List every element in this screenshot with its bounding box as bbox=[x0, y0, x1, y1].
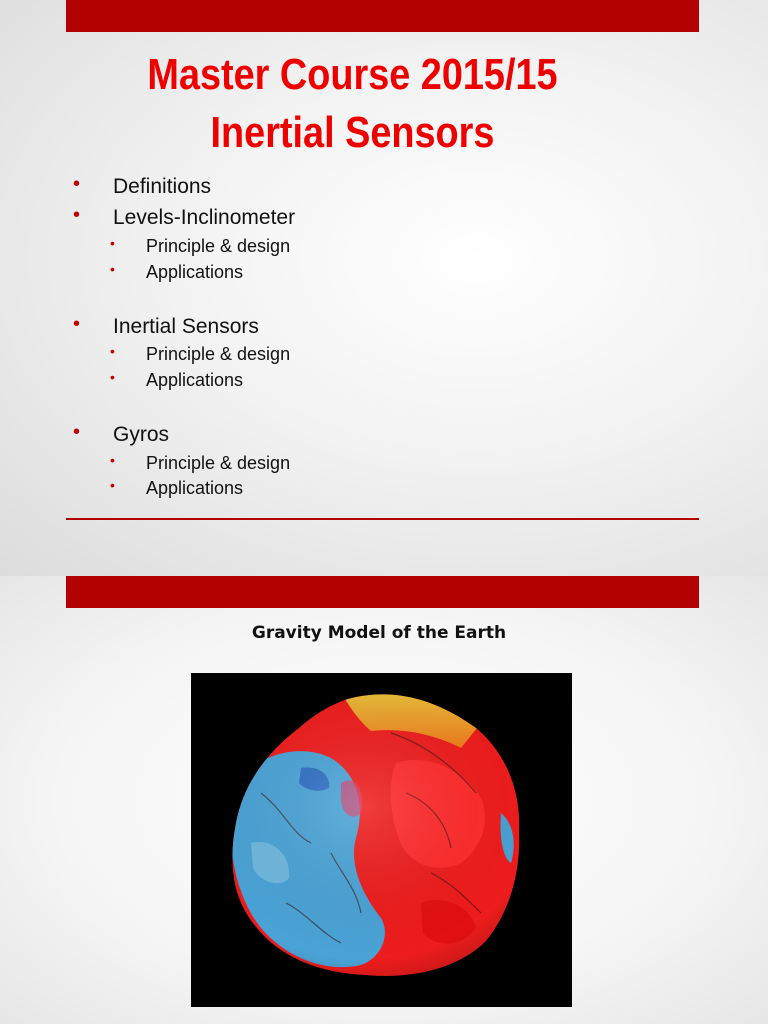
bullet-icon: • bbox=[110, 477, 115, 493]
sub-bullet-label: Principle & design bbox=[146, 344, 291, 364]
sub-bullet-label: Applications bbox=[146, 478, 244, 498]
bullet-label: Definitions bbox=[113, 175, 212, 198]
figure-caption: Gravity Model of the Earth bbox=[251, 623, 507, 643]
slide-gravity-model bbox=[0, 576, 768, 1024]
sub-bullet-label: Applications bbox=[146, 262, 244, 282]
sub-bullet-label: Applications bbox=[146, 370, 244, 390]
bullet-label: Inertial Sensors bbox=[113, 315, 259, 338]
slide-divider bbox=[66, 518, 699, 520]
bullet-icon: • bbox=[110, 235, 115, 251]
bullet-icon: • bbox=[110, 452, 115, 468]
bullet-icon: • bbox=[73, 204, 81, 226]
slide-header-bar bbox=[66, 576, 699, 608]
earth-geoid-image bbox=[191, 673, 572, 1007]
bullet-icon: • bbox=[110, 261, 115, 277]
slide-title bbox=[49, 46, 655, 162]
bullet-label: Levels-Inclinometer bbox=[113, 206, 296, 229]
bullet-icon: • bbox=[110, 369, 115, 385]
title-line-2: Inertial Sensors bbox=[210, 108, 495, 157]
bullet-icon: • bbox=[110, 343, 115, 359]
title-line-1: Master Course 2015/15 bbox=[147, 50, 558, 99]
bullet-icon: • bbox=[73, 313, 81, 335]
sub-bullet-label: Principle & design bbox=[146, 453, 291, 473]
slide-header-bar bbox=[66, 0, 699, 32]
bullet-icon: • bbox=[73, 173, 81, 195]
geoid-icon bbox=[191, 673, 572, 1007]
bullet-icon: • bbox=[73, 421, 81, 443]
sub-bullet-label: Principle & design bbox=[146, 236, 291, 256]
bullet-label: Gyros bbox=[113, 423, 170, 446]
